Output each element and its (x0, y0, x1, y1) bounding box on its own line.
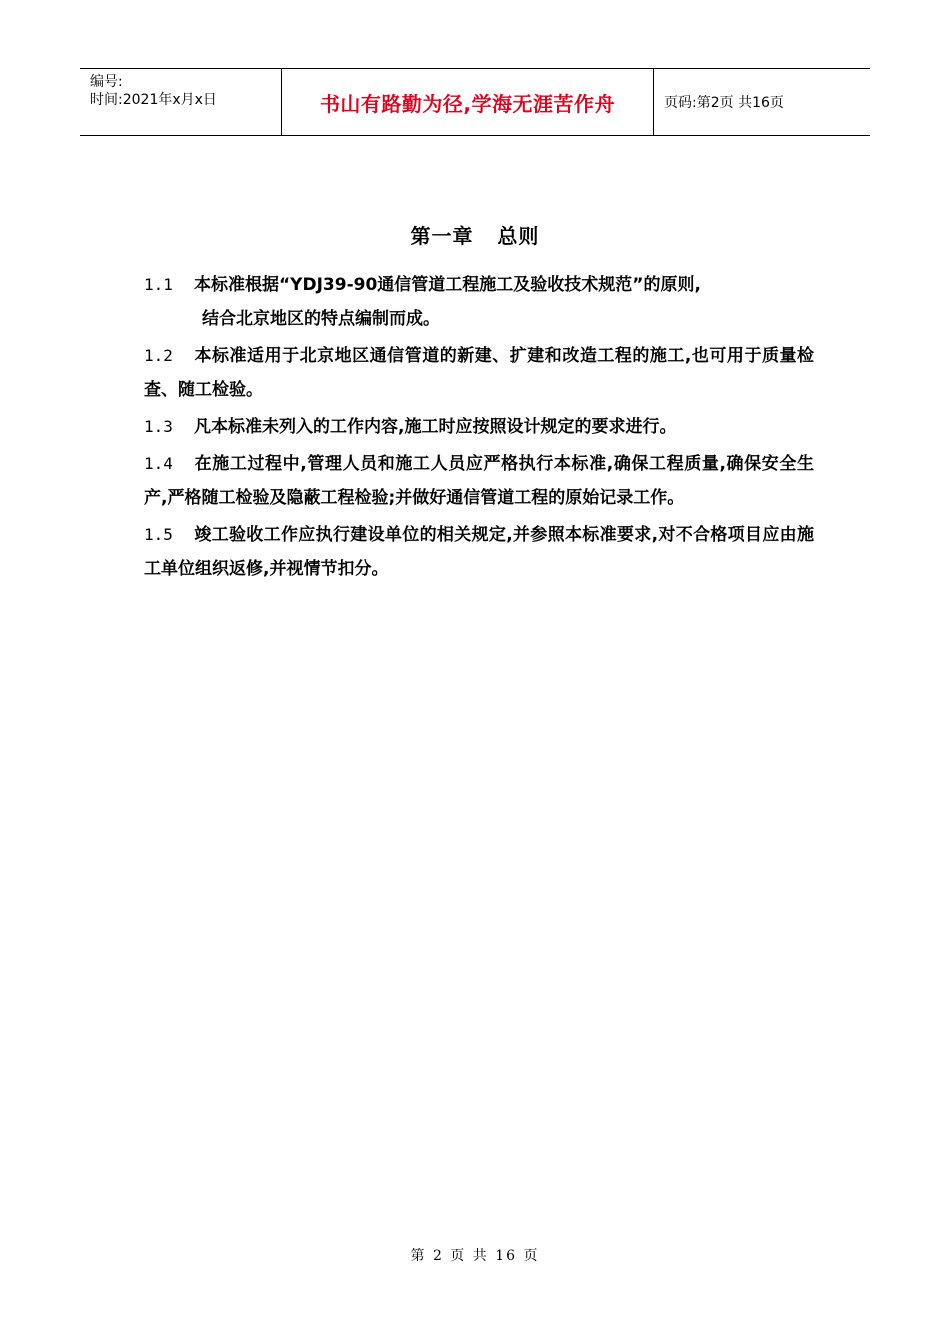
paragraph-text-continued: 结合北京地区的特点编制而成。 (202, 309, 440, 329)
paragraph-1-1 (144, 268, 814, 336)
header-meta-cell (80, 69, 282, 135)
paragraph-text: 本标准根据“YDJ39-90通信管道工程施工及验收技术规范”的原则, (194, 275, 701, 295)
paragraph-number: 1.4 (144, 454, 173, 473)
time-label: 时间:2021年x月x日 (90, 92, 217, 108)
header-page-info: 页码:第2页 共16页 (664, 95, 784, 111)
paragraph-text: 凡本标准未列入的工作内容,施工时应按照设计规定的要求进行。 (194, 417, 677, 437)
paragraph-number: 1.2 (144, 346, 173, 365)
paragraph-1-3 (144, 410, 814, 444)
paragraph-text: 本标准适用于北京地区通信管道的新建、扩建和改造工程的施工,也可用于质量检查、随工检验。 (144, 346, 814, 400)
paragraph-number: 1.1 (144, 275, 173, 294)
motto-text: 书山有路勤为径,学海无涯苦作舟 (319, 91, 616, 116)
paragraph-text: 竣工验收工作应执行建设单位的相关规定,并参照本标准要求,对不合格项目应由施工单位组织返修,并视情节扣分。 (144, 525, 814, 579)
chapter-title: 第一章 总则 (410, 224, 540, 248)
page-footer: 第 2 页 共 16 页 (410, 1248, 540, 1264)
paragraph-text: 在施工过程中,管理人员和施工人员应严格执行本标准,确保工程质量,确保安全生产,严格随工检验及隐蔽工程检验;并做好通信管道工程的原始记录工作。 (144, 454, 814, 508)
document-body (144, 268, 814, 589)
paragraph-number: 1.5 (144, 525, 173, 544)
paragraph-1-4 (144, 447, 814, 515)
paragraph-1-5 (144, 518, 814, 586)
number-label: 编号: (90, 74, 123, 90)
header-page-cell (654, 69, 870, 135)
paragraph-1-2 (144, 339, 814, 407)
header-motto-cell (282, 69, 654, 135)
paragraph-number: 1.3 (144, 417, 173, 436)
page-header (80, 68, 870, 136)
